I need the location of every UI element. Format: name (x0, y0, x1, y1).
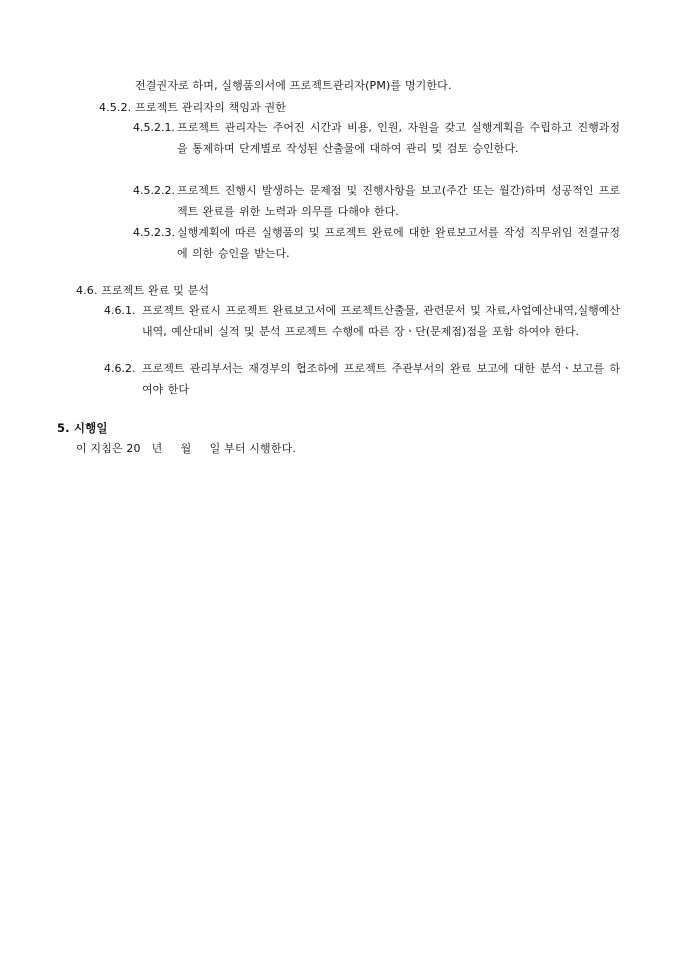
section-heading-5: 5. 시행일 (57, 421, 108, 435)
clause-number: 4.5.2.1. (133, 121, 175, 134)
clause-text: 프로젝트 완료시 프로젝트 완료보고서에 프로젝트산출물, 관련문서 및 자료,사업예산내역,실행예산내역, 예산대비 실적 및 분석 프로젝트 수행에 따른 장ㆍ단(문제점)점을 포함 하여야 한다. (142, 304, 620, 338)
clause-number: 4.6.1. (104, 304, 136, 317)
clause-text: 실행계획에 따른 실행품의 및 프로젝트 완료에 대한 완료보고서를 작성 직무위임 전결규정에 의한 승인을 받는다. (177, 226, 620, 260)
section-title: 프로젝트 관리자의 책임과 권한 (135, 101, 287, 114)
clause-text: 프로젝트 관리자는 주어진 시간과 비용, 인원, 자원을 갖고 실행계획을 수립하고 진행과정을 통제하며 단계별로 작성된 산출물에 대하여 관리 및 검토 승인한다. (177, 121, 620, 155)
clause-number: 4.5.2.3. (133, 226, 175, 239)
clause-4-5-2-3 (133, 222, 620, 264)
clause-text: 프로젝트 관리부서는 재경부의 협조하에 프로젝트 주관부서의 완료 보고에 대한 분석ㆍ보고를 하여야 한다 (142, 362, 620, 396)
section-heading-4-6 (76, 284, 209, 298)
clause-number: 4.5.2.2. (133, 184, 175, 197)
clause-4-6-2 (104, 358, 620, 400)
section-title: 프로젝트 완료 및 분석 (101, 284, 210, 297)
clause-4-6-1 (104, 300, 620, 342)
clause-number: 4.6.2. (104, 362, 136, 375)
clause-text: 프로젝트 진행시 발생하는 문제점 및 진행사항을 보고(주간 또는 월간)하며 성공적인 프로젝트 완료를 위한 노력과 의무를 다해야 한다. (177, 184, 620, 218)
section-number: 4.6. (76, 284, 98, 297)
section-heading-4-5-2 (99, 101, 286, 115)
clause-4-5-2-2 (133, 180, 620, 222)
clause-4-5-2-1 (133, 117, 620, 159)
effective-date-line: 이 지침은 20 년 월 일 부터 시행한다. (76, 442, 297, 455)
continued-line: 전결권자로 하며, 실행품의서에 프로젝트관리자(PM)를 명기한다. (135, 79, 452, 92)
section-number: 4.5.2. (99, 101, 132, 114)
